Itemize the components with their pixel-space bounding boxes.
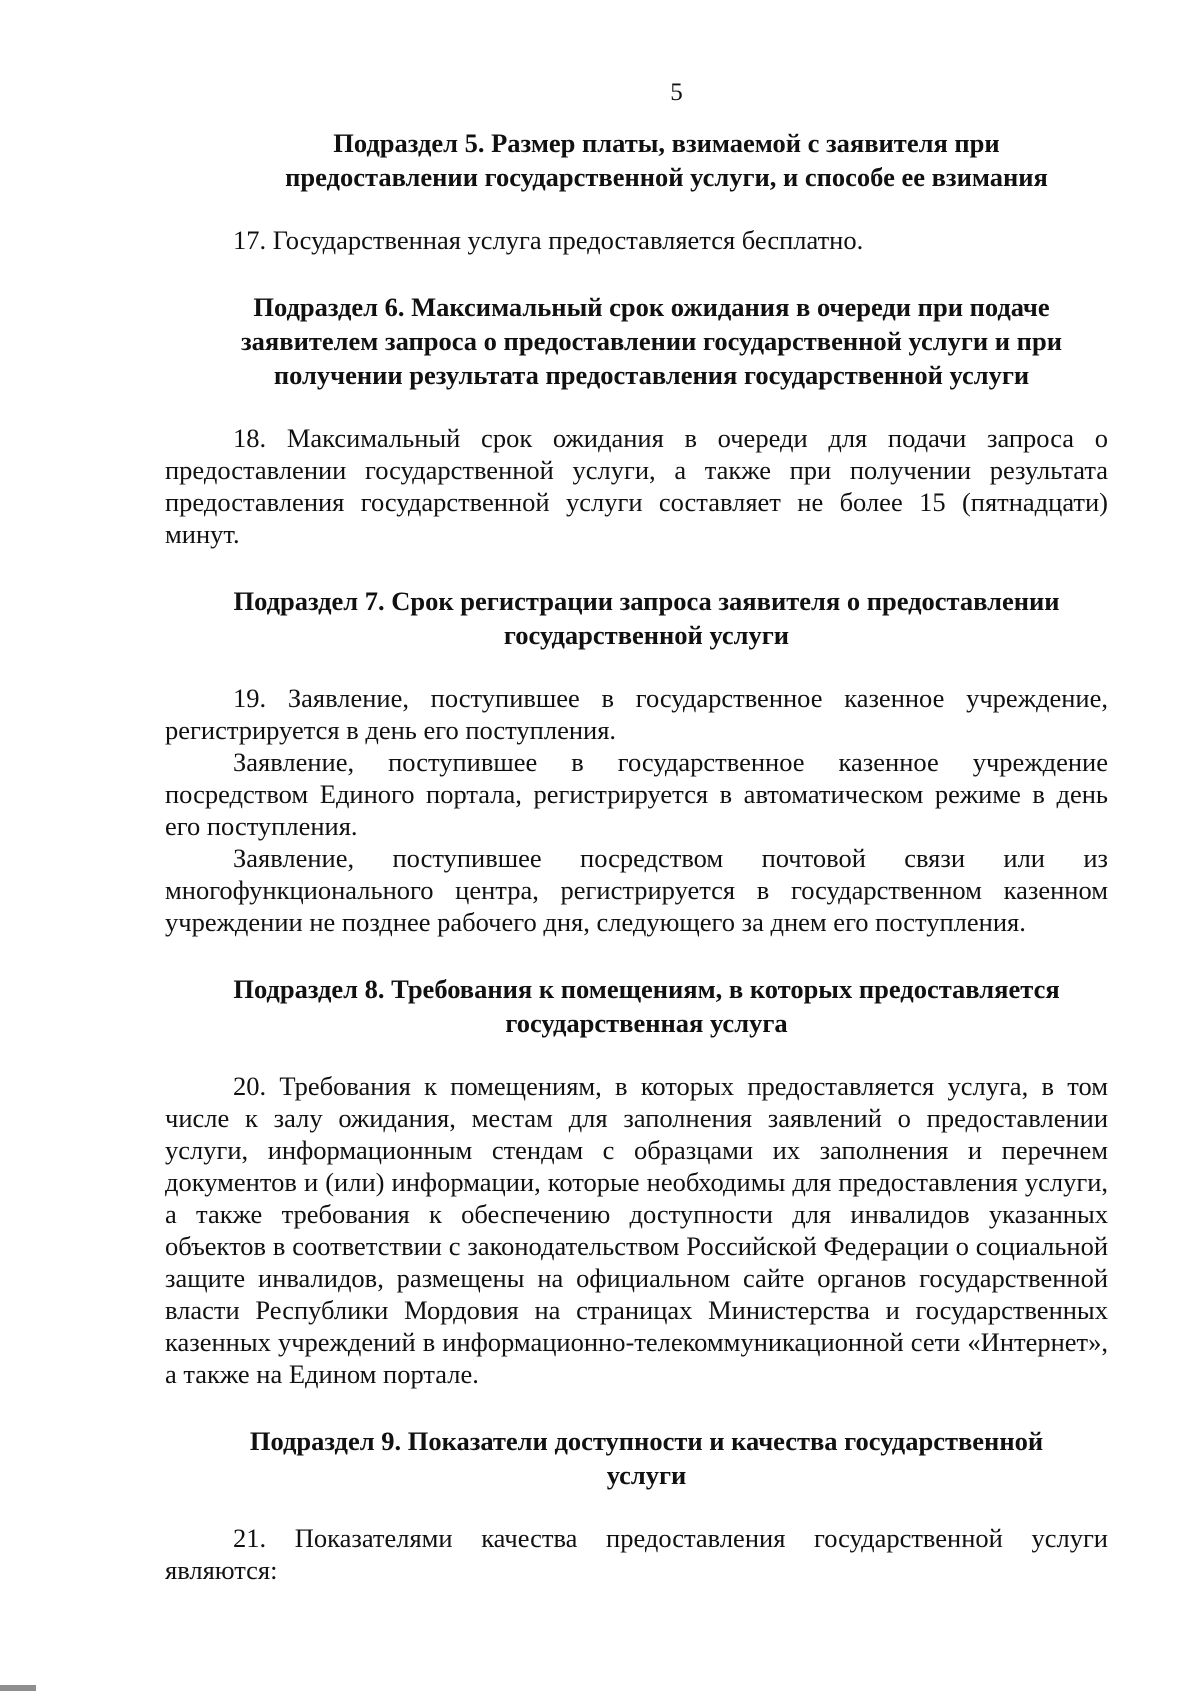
section-8-heading	[185, 972, 1108, 1040]
paragraph-19: 19. Заявление, поступившее в государственное казенное учреждение, регистрируется в день его поступления.	[165, 683, 1108, 745]
paragraph-21: 21. Показателями качества предоставления государственной услуги являются:	[165, 1523, 1108, 1585]
section-6-heading	[195, 290, 1108, 392]
section-7-heading-line: государственной услуги	[503, 620, 790, 650]
paragraph-19-mail: Заявление, поступившее посредством почтовой связи или из многофункционального центра, регистрируется в государственном казенном учреждении не позднее рабочего дня, следующего за днем его поступления.	[165, 843, 1108, 937]
section-8-heading-line: Подраздел 8. Требования к помещениям, в которых предоставляется	[233, 974, 1060, 1004]
paragraph-19-portal: Заявление, поступившее в государственное казенное учреждение посредством Единого портала, регистрируется в автоматическом режиме в день его поступления.	[165, 747, 1108, 841]
section-7-heading	[185, 584, 1108, 652]
section-6-heading-line: получении результата предоставления государственной услуги	[273, 360, 1030, 390]
section-7-heading-line: Подраздел 7. Срок регистрации запроса заявителя о предоставлении	[233, 586, 1060, 616]
paragraph-20: 20. Требования к помещениям, в которых предоставляется услуга, в том числе к залу ожидания, местам для заполнения заявлений о предоставлении услуги, информационным стендам с образцами их заполнения и перечнем документов и (или) информации, которые необходимы для предоставления услуги, а также требования к обеспечению доступности для инвалидов указанных объектов в соответствии с законодательством Российской Федерации о социальной защите инвалидов, размещены на официальном сайте органов государственной власти Республики Мордовия на страницах Министерства и государственных казенных учреждений в информационно-телекоммуникационной сети «Интернет», а также на Едином портале.	[165, 1071, 1108, 1389]
paragraph-18: 18. Максимальный срок ожидания в очереди для подачи запроса о предоставлении государственной услуги, а также при получении результата предоставления государственной услуги составляет не более 15 (пятнадцати) минут.	[165, 423, 1108, 549]
section-9-heading-line: Подраздел 9. Показатели доступности и качества государственной	[249, 1426, 1044, 1456]
page-number: 5	[670, 79, 683, 106]
section-8-heading-line: государственная услуга	[505, 1008, 788, 1038]
section-5-heading-line: Подраздел 5. Размер платы, взимаемой с заявителя при	[333, 128, 1000, 158]
section-5-heading-line: предоставлении государственной услуги, и способе ее взимания	[285, 162, 1048, 192]
paragraph-17: 17. Государственная услуга предоставляется бесплатно.	[233, 225, 864, 255]
scan-edge-mark	[0, 1685, 36, 1691]
section-9-heading	[185, 1424, 1108, 1492]
section-6-heading-line: заявителем запроса о предоставлении государственной услуги и при	[241, 326, 1062, 356]
section-6-heading-line: Подраздел 6. Максимальный срок ожидания в очереди при подаче	[253, 292, 1050, 322]
section-9-heading-line: услуги	[606, 1460, 687, 1490]
section-5-heading	[225, 126, 1108, 194]
